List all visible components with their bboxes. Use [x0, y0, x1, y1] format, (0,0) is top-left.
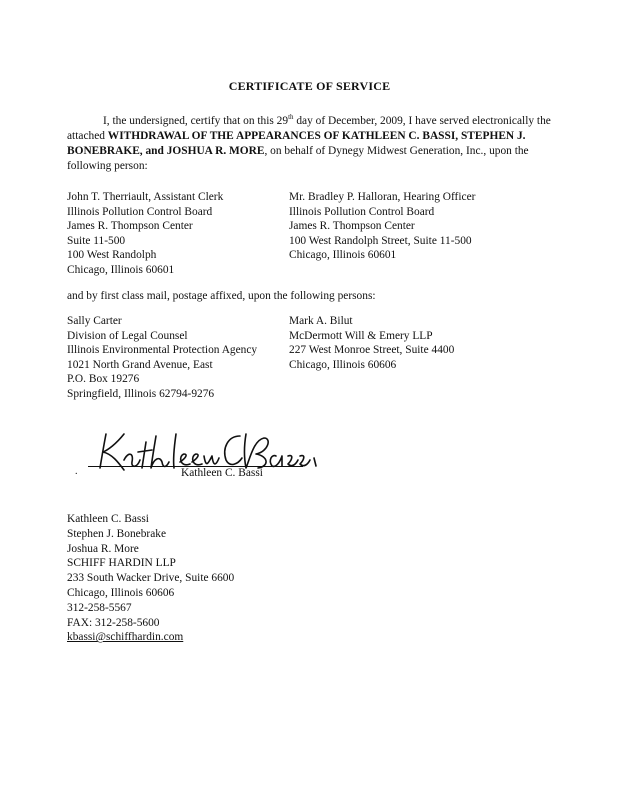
signature-block-line: Kathleen C. Bassi [67, 513, 149, 525]
signature-area [88, 430, 318, 490]
address-line: Illinois Pollution Control Board [67, 205, 213, 218]
served-address-right [289, 190, 475, 263]
mail-address-left [67, 314, 257, 401]
address-line: 100 West Randolph [67, 249, 157, 261]
mail-address-right [289, 314, 454, 372]
signature-block-line: 233 South Wacker Drive, Suite 6600 [67, 572, 235, 585]
email-link[interactable]: kbassi@schiffhardin.com [67, 631, 184, 644]
intro-text-3: , on behalf of Dynegy Midwest Generation, Inc., upon the following person: [67, 145, 529, 172]
address-line: P.O. Box 19276 [67, 373, 140, 385]
address-line: 100 West Randolph Street, Suite 11-500 [289, 234, 472, 247]
intro-text-2: day of December, 2009, I have served electronically the attached [67, 115, 551, 142]
address-line: James R. Thompson Center [289, 220, 415, 232]
signature-block-line: FAX: 312-258-5600 [67, 616, 160, 629]
signature-block-line: SCHIFF HARDIN LLP [67, 557, 176, 570]
document-title: CERTIFICATE OF SERVICE [228, 79, 391, 93]
address-line: Division of Legal Counsel [67, 329, 188, 342]
document-name: WITHDRAWAL OF THE APPEARANCES OF KATHLEEN C. BASSI, STEPHEN J. BONEBRAKE, and JOSHUA R. MORE [67, 130, 526, 157]
signature-block [67, 512, 234, 645]
address-line: James R. Thompson Center [67, 220, 193, 232]
address-line: Suite 11-500 [67, 234, 126, 247]
address-line: Chicago, Illinois 60601 [289, 249, 397, 261]
mail-service-line: and by first class mail, postage affixed, upon the following persons: [67, 290, 376, 302]
signature-mark: . [75, 466, 78, 477]
address-line: Mr. Bradley P. Halloran, Hearing Officer [289, 191, 476, 203]
signature-block-line: Joshua R. More [67, 542, 139, 555]
intro-text-1: I, the undersigned, certify that on this 29 [103, 115, 289, 127]
signer-printed-name: Kathleen C. Bassi [181, 467, 263, 479]
signature-block-line: Chicago, Illinois 60606 [67, 586, 175, 599]
signature-block-line: 312-258-5567 [67, 601, 132, 614]
address-line: John T. Therriault, Assistant Clerk [67, 191, 224, 203]
address-line: 227 West Monroe Street, Suite 4400 [289, 344, 455, 356]
address-line: Illinois Pollution Control Board [289, 205, 435, 218]
address-line: Mark A. Bilut [289, 315, 353, 327]
intro-paragraph [67, 114, 551, 174]
address-line: Chicago, Illinois 60601 [67, 263, 175, 276]
address-line: Sally Carter [67, 315, 122, 327]
address-line: Springfield, Illinois 62794-9276 [67, 387, 215, 400]
address-line: Chicago, Illinois 60606 [289, 358, 397, 371]
address-line: Illinois Environmental Protection Agency [67, 344, 258, 356]
ordinal-suffix: th [288, 113, 294, 122]
signature-block-line: Stephen J. Bonebrake [67, 527, 167, 540]
address-line: 1021 North Grand Avenue, East [67, 358, 213, 371]
address-line: McDermott Will & Emery LLP [289, 329, 433, 342]
served-address-left [67, 190, 223, 277]
